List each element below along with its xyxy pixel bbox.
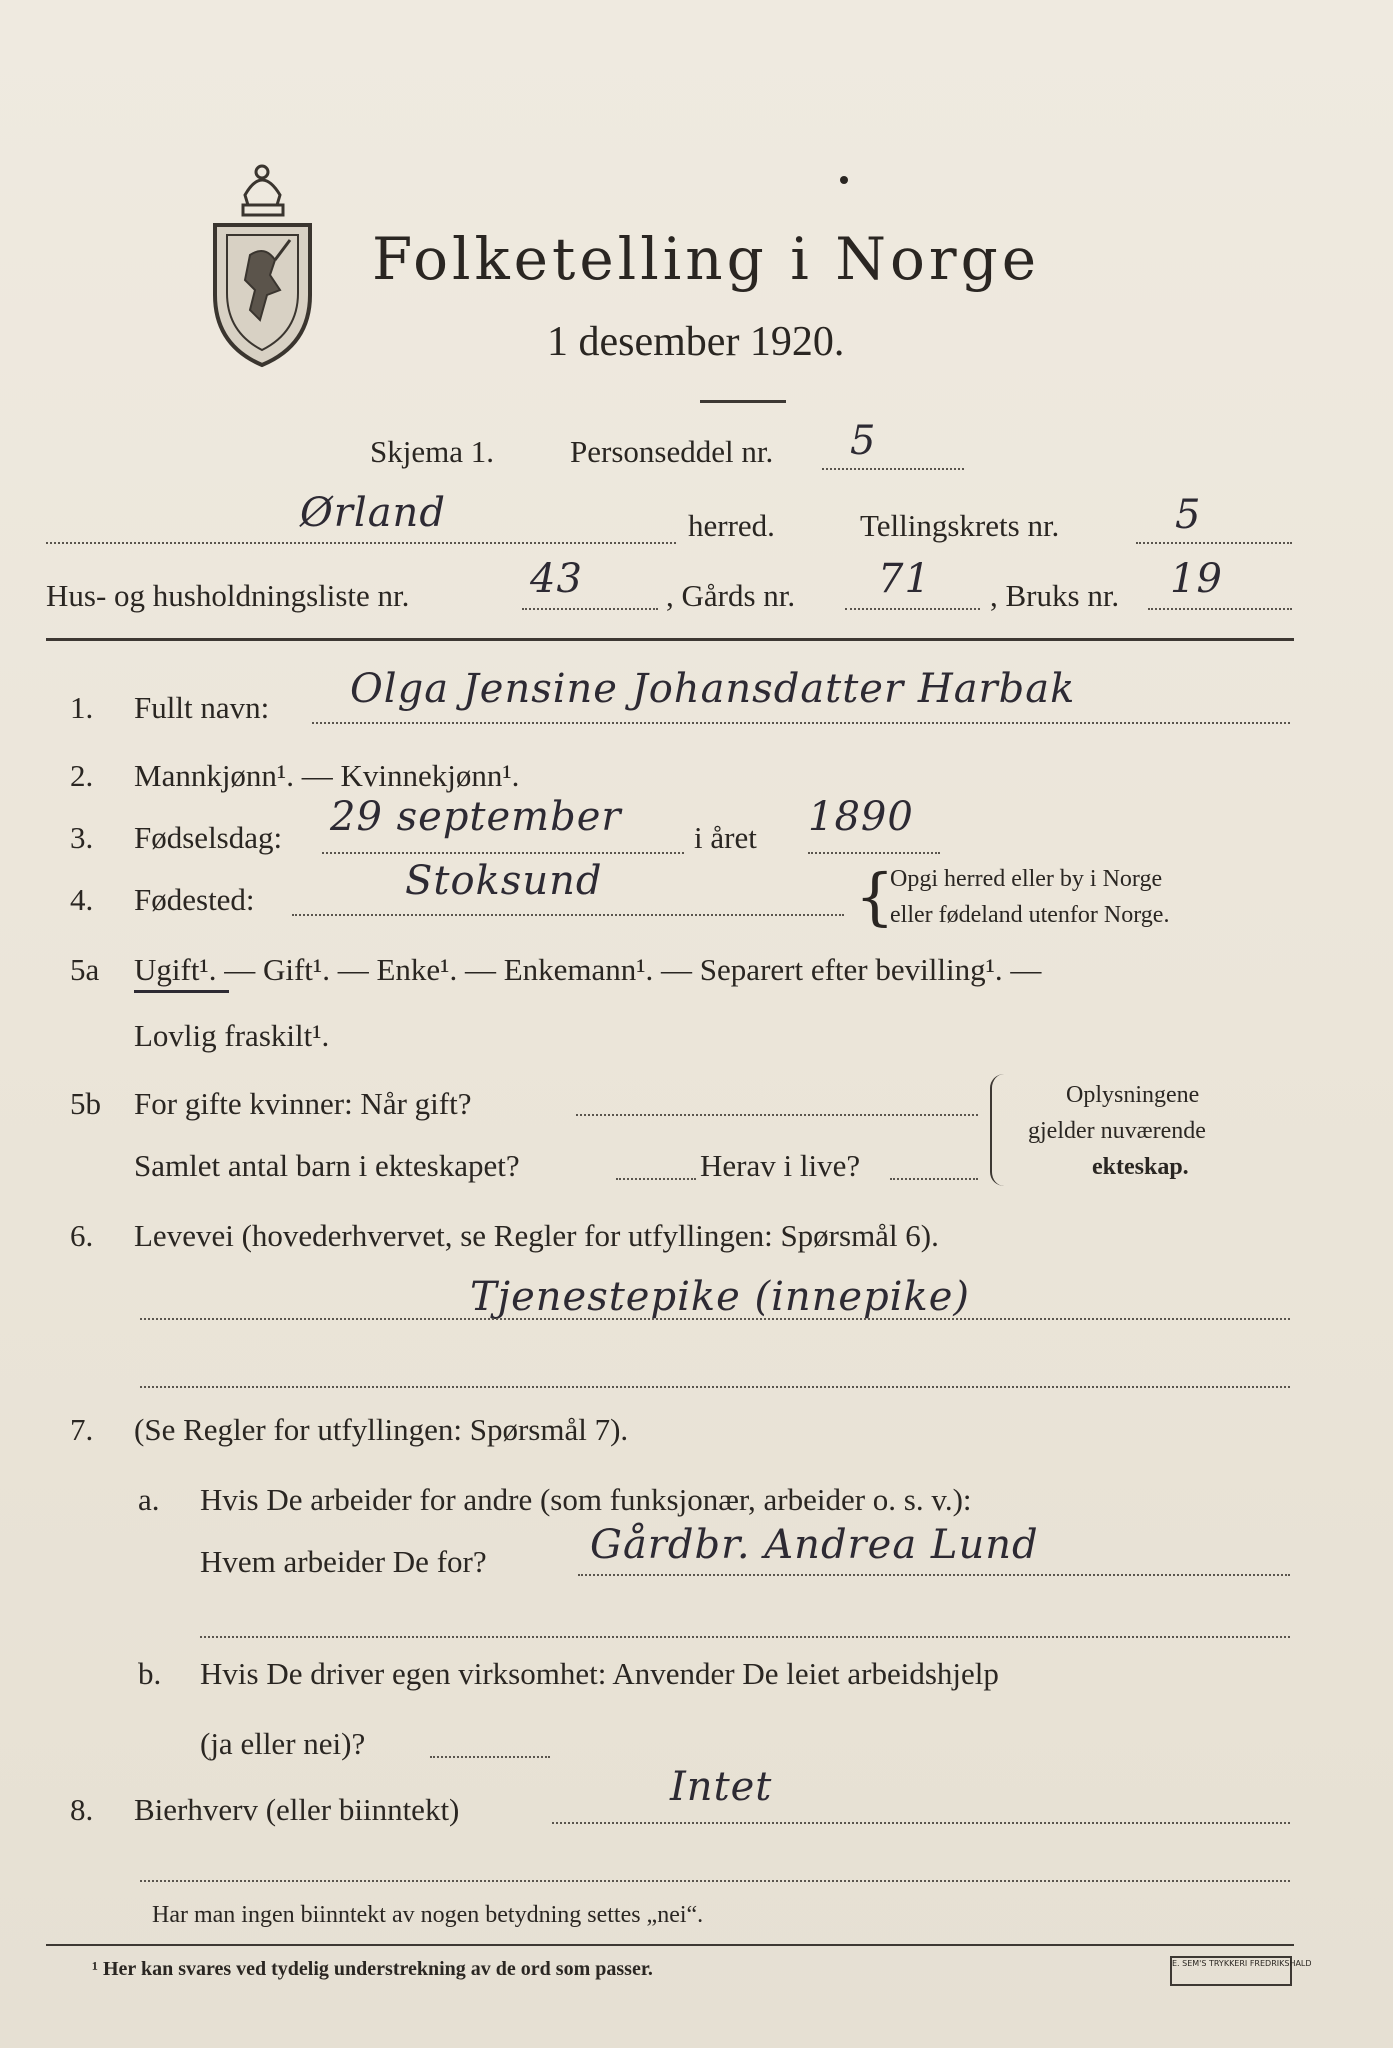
children-count-label: Samlet antal barn i ekteskapet? — [134, 1148, 520, 1183]
birthplace-label: Fødested: — [134, 882, 255, 917]
marriage-note-line3: ekteskap. — [1092, 1154, 1189, 1180]
birthplace-note-line1: Opgi herred eller by i Norge — [890, 866, 1163, 892]
marriage-note-line2: gjelder nuværende — [1028, 1118, 1206, 1144]
marital-status-options: Ugift¹. — Gift¹. — Enke¹. — Enkemann¹. — Separert efter bevilling¹. — — [134, 952, 1042, 987]
full-name-value[interactable]: Olga Jensine Johansdatter Harbak — [350, 666, 1076, 712]
married-women-label: For gifte kvinner: Når gift? — [134, 1086, 472, 1121]
divorced-option: Lovlig fraskilt¹. — [134, 1018, 330, 1053]
birthday-value[interactable]: 29 september — [330, 794, 622, 840]
employer-label: Hvem arbeider De for? — [200, 1544, 487, 1579]
birthplace-value[interactable]: Stoksund — [405, 858, 603, 904]
birth-year-value[interactable]: 1890 — [808, 794, 914, 840]
q7b-question: Hvis De driver egen virksomhet: Anvender De leiet arbeidshjelp — [200, 1656, 999, 1691]
header-rule — [46, 638, 1294, 641]
sex-options: Mannkjønn¹. — Kvinnekjønn¹. — [134, 758, 520, 793]
footnote: ¹ Her kan svares ved tydelig understrekning av de ord som passer. — [92, 1958, 653, 1980]
full-name-label: Fullt navn: — [134, 690, 270, 725]
holding-label: , Bruks nr. — [990, 578, 1120, 613]
municipality-label: herred. — [688, 508, 775, 543]
side-occupation-label: Bierhverv (eller biinntekt) — [134, 1792, 460, 1827]
q7a-question: Hvis De arbeider for andre (som funksjonær, arbeider o. s. v.): — [200, 1482, 972, 1517]
q7-header: (Se Regler for utfyllingen: Spørsmål 7). — [134, 1412, 629, 1447]
unmarried-underline — [134, 990, 229, 993]
yes-no-label: (ja eller nei)? — [200, 1726, 366, 1761]
schema-label: Skjema 1. — [370, 434, 494, 469]
birthplace-note-line2: eller fødeland utenfor Norge. — [890, 902, 1170, 928]
norway-coat-of-arms-icon — [205, 160, 320, 370]
census-district-value[interactable]: 5 — [1175, 492, 1202, 538]
marriage-note-line1: Oplysningene — [1066, 1082, 1200, 1108]
birthday-label: Fødselsdag: — [134, 820, 283, 855]
title-divider — [700, 400, 786, 403]
birth-year-label: i året — [694, 820, 757, 855]
municipality-value[interactable]: Ørland — [300, 490, 446, 536]
census-district-label: Tellingskrets nr. — [860, 508, 1060, 543]
census-form-page: Folketelling i Norge 1 desember 1920. Skjema 1. Personseddel nr. 5 Ørland herred. Tellingskrets nr. 5 Hus- og husholdningsliste nr. 43 , Gårds nr. 71 , Bruks nr. 19 1. Fullt navn: Olga Jensine Johansdatter Harbak 2. Mannkjønn¹. — Kvinnekjønn¹. 3. Fødselsdag: 29 september i året 1890 4. Fødested: Stoksund { Opgi herred eller by i Norge eller fødeland utenfor Norge. 5a Ugift¹. — Gift¹. — Enke¹. — Enkemann¹. — Separert efter bevilling¹. — Lovlig fraskilt¹. 5b For gifte kvinner: Når gift? Samlet antal barn i ekteskapet? Herav i live? Oplysningene gjelder nuværende ekteskap. 6. Levevei (hovederhvervet, se Regler for utfyllingen: Spørsmål 6). Tjenestepike (innepike) 7. (Se Regler for utfyllingen: Spørsmål 7). a. Hvis De arbeider for andre (som funksjonær, arbeider o. s. v.): Hvem arbeider De for? Gårdbr. Andrea Lund b. Hvis De driver egen virksomhet: Anvender De leiet arbeidshjelp (ja eller nei)? 8. Bierhverv (eller biinntekt) Intet Har man ingen biinntekt av nogen betydning settes „nei“. ¹ Her kan svares ved tydelig understrekning av de ord som passer. E. SEM'S TRYKKERI FREDRIKSHALD — [0, 0, 1393, 2048]
person-slip-label: Personseddel nr. — [570, 434, 774, 469]
form-date: 1 desember 1920. — [547, 319, 845, 365]
form-title: Folketelling i Norge — [372, 225, 1041, 293]
employer-value[interactable]: Gårdbr. Andrea Lund — [590, 1522, 1039, 1568]
holding-value[interactable]: 19 — [1170, 556, 1223, 602]
farm-label: , Gårds nr. — [666, 578, 796, 613]
brace: { — [855, 860, 895, 933]
household-list-value[interactable]: 43 — [530, 556, 583, 602]
farm-value[interactable]: 71 — [878, 556, 931, 602]
side-occupation-value[interactable]: Intet — [670, 1764, 773, 1810]
occupation-label: Levevei (hovederhvervet, se Regler for utfyllingen: Spørsmål 6). — [134, 1218, 939, 1253]
person-slip-value[interactable]: 5 — [850, 418, 877, 464]
side-income-note: Har man ingen biinntekt av nogen betydning settes „nei“. — [152, 1902, 704, 1928]
occupation-value[interactable]: Tjenestepike (innepike) — [470, 1274, 970, 1320]
ink-dot — [840, 176, 848, 184]
footer-rule — [46, 1944, 1294, 1946]
household-list-label: Hus- og husholdningsliste nr. — [46, 578, 410, 613]
printer-stamp: E. SEM'S TRYKKERI FREDRIKSHALD — [1170, 1956, 1292, 1986]
children-alive-label: Herav i live? — [700, 1148, 861, 1183]
